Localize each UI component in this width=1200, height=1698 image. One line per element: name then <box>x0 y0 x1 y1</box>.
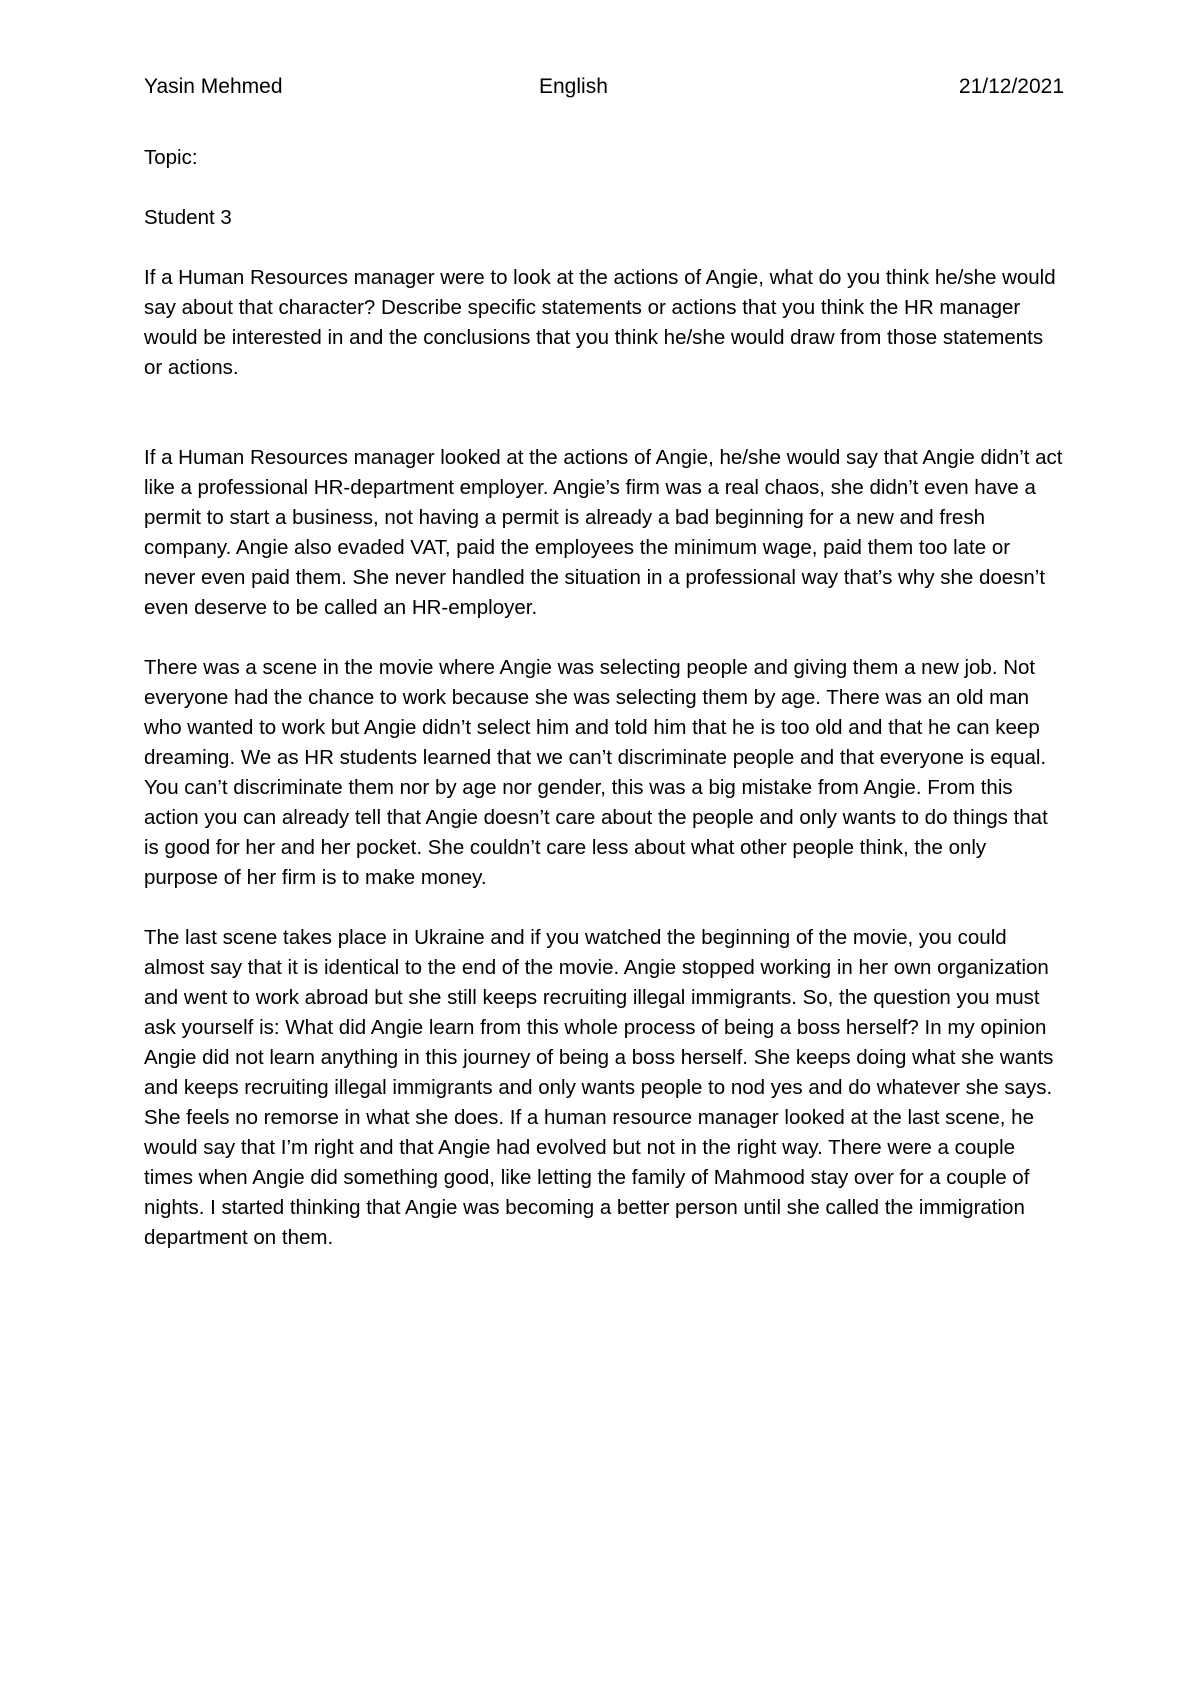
question-paragraph: If a Human Resources manager were to look at the actions of Angie, what do you think he/she would say about that character? Describe specific statements or actions that you think the HR manager would be interested in and the conclusions that you think he/she would draw from those statements or actions. <box>144 266 1056 379</box>
subject-label: English <box>539 75 608 98</box>
document-date: 21/12/2021 <box>958 75 1064 98</box>
author-name: Yasin Mehmed <box>144 75 283 98</box>
document-header <box>144 72 1064 102</box>
student-label: Student 3 <box>144 206 232 229</box>
document-body <box>144 143 1064 1283</box>
topic-label: Topic: <box>144 146 198 169</box>
body-paragraph-1: If a Human Resources manager looked at the actions of Angie, he/she would say that Angie didn’t act like a professional HR-department employer. Angie’s firm was a real chaos, she didn’t even have a permit to start a business, not having a permit is already a bad beginning for a new and fresh company. Angie also evaded VAT, paid the employees the minimum wage, paid them too late or never even paid them. She never handled the situation in a professional way that’s why she doesn’t even deserve to be called an HR-employer. <box>144 446 1063 619</box>
body-paragraph-2: There was a scene in the movie where Angie was selecting people and giving them a new job. Not everyone had the chance to work because she was selecting them by age. There was an old man who wanted to work but Angie didn’t select him and told him that he is too old and that he can keep dreaming. We as HR students learned that we can’t discriminate people and that everyone is equal. You can’t discriminate them nor by age nor gender, this was a big mistake from Angie. From this action you can already tell that Angie doesn’t care about the people and only wants to do things that is good for her and her pocket. She couldn’t care less about what other people think, the only purpose of her firm is to make money. <box>144 656 1048 889</box>
body-paragraph-3: The last scene takes place in Ukraine and if you watched the beginning of the movie, you could almost say that it is identical to the end of the movie. Angie stopped working in her own organization and went to work abroad but she still keeps recruiting illegal immigrants. So, the question you must ask yourself is: What did Angie learn from this whole process of being a boss herself? In my opinion Angie did not learn anything in this journey of being a boss herself. She keeps doing what she wants and keeps recruiting illegal immigrants and only wants people to nod yes and do whatever she says. She feels no remorse in what she does. If a human resource manager looked at the last scene, he would say that I’m right and that Angie had evolved but not in the right way. There were a couple times when Angie did something good, like letting the family of Mahmood stay over for a couple of nights. I started thinking that Angie was becoming a better person until she called the immigration department on them. <box>144 926 1054 1249</box>
